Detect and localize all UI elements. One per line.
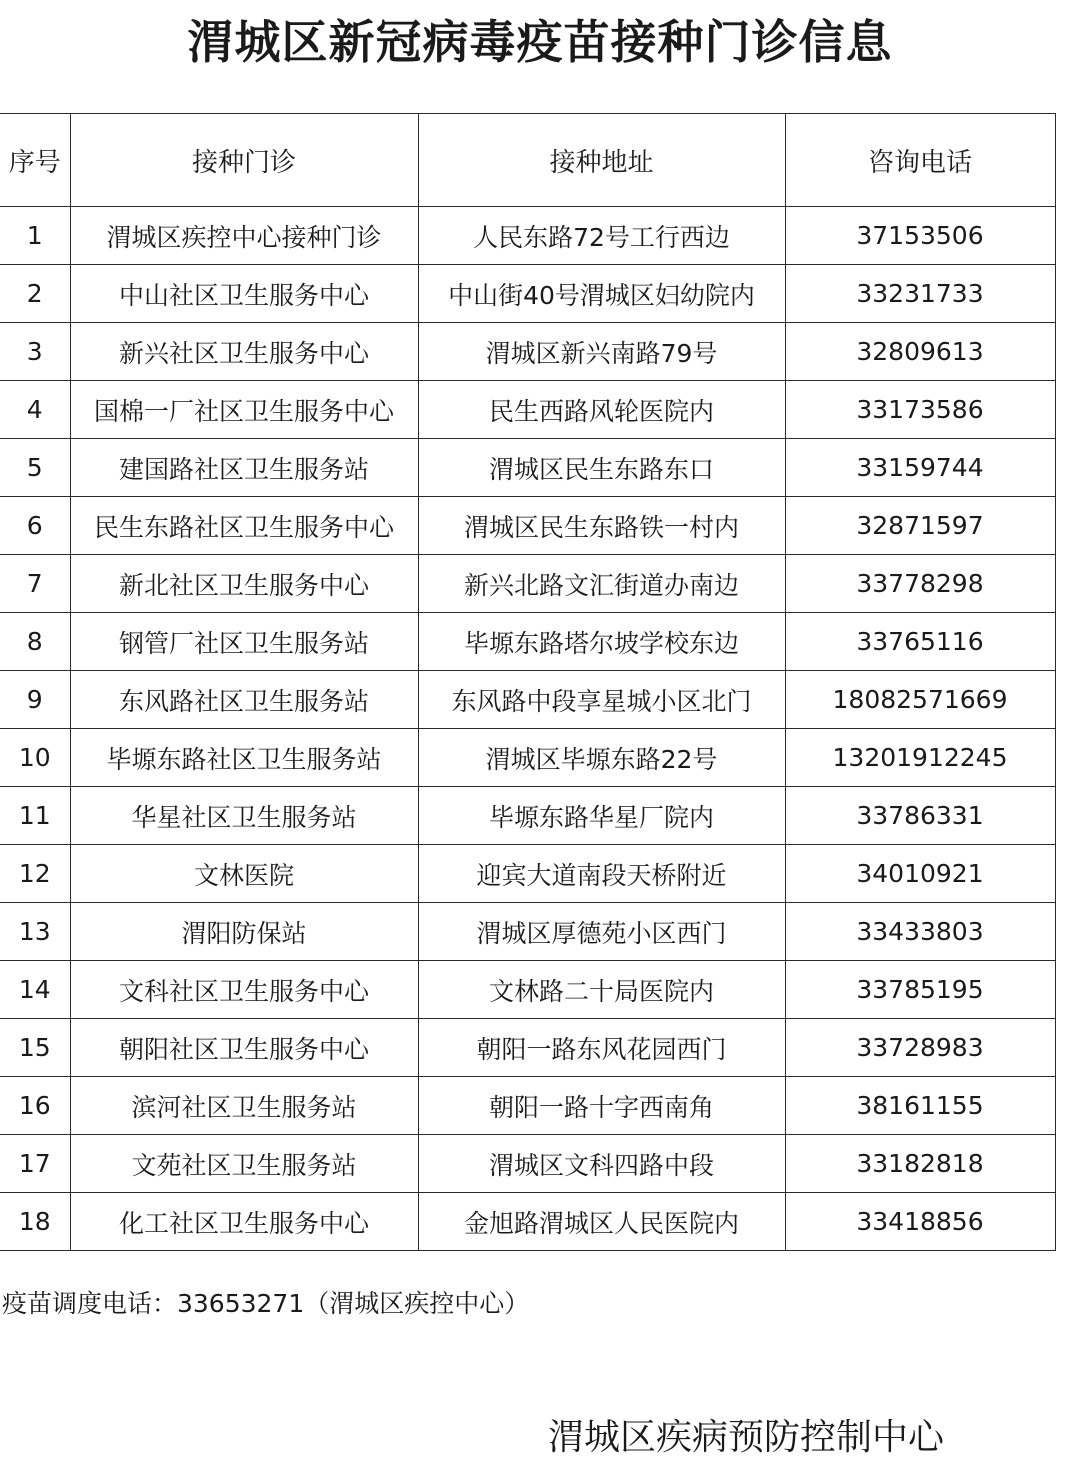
- table-row: [0, 439, 1055, 497]
- cell-phone: 32871597: [785, 497, 1055, 555]
- cell-clinic: 国棉一厂社区卫生服务中心: [70, 381, 418, 439]
- cell-no: 4: [0, 381, 70, 439]
- cell-address: 东风路中段享星城小区北门: [418, 671, 785, 729]
- table-row: [0, 381, 1055, 439]
- cell-clinic: 新北社区卫生服务中心: [70, 555, 418, 613]
- issuer-signature: 渭城区疾病预防控制中心: [548, 1417, 945, 1458]
- header-address: 接种地址: [418, 114, 785, 207]
- header-clinic: 接种门诊: [70, 114, 418, 207]
- cell-address: 渭城区民生东路铁一村内: [418, 497, 785, 555]
- cell-address: 毕塬东路塔尔坡学校东边: [418, 613, 785, 671]
- table-row: [0, 1019, 1055, 1077]
- cell-address: 渭城区厚德苑小区西门: [418, 903, 785, 961]
- table-row: [0, 1077, 1055, 1135]
- cell-phone: 37153506: [785, 207, 1055, 265]
- cell-no: 8: [0, 613, 70, 671]
- cell-phone: 38161155: [785, 1077, 1055, 1135]
- cell-clinic: 东风路社区卫生服务站: [70, 671, 418, 729]
- cell-phone: 34010921: [785, 845, 1055, 903]
- cell-no: 1: [0, 207, 70, 265]
- cell-address: 迎宾大道南段天桥附近: [418, 845, 785, 903]
- cell-phone: 32809613: [785, 323, 1055, 381]
- cell-clinic: 文林医院: [70, 845, 418, 903]
- cell-no: 12: [0, 845, 70, 903]
- cell-clinic: 文苑社区卫生服务站: [70, 1135, 418, 1193]
- cell-clinic: 毕塬东路社区卫生服务站: [70, 729, 418, 787]
- cell-no: 18: [0, 1193, 70, 1251]
- table-row: [0, 729, 1055, 787]
- cell-no: 16: [0, 1077, 70, 1135]
- cell-address: 渭城区文科四路中段: [418, 1135, 785, 1193]
- cell-no: 2: [0, 265, 70, 323]
- cell-clinic: 民生东路社区卫生服务中心: [70, 497, 418, 555]
- cell-clinic: 滨河社区卫生服务站: [70, 1077, 418, 1135]
- table-row: [0, 323, 1055, 381]
- cell-no: 17: [0, 1135, 70, 1193]
- cell-phone: 33786331: [785, 787, 1055, 845]
- cell-address: 新兴北路文汇街道办南边: [418, 555, 785, 613]
- table-header-row: [0, 114, 1055, 207]
- cell-clinic: 新兴社区卫生服务中心: [70, 323, 418, 381]
- cell-address: 金旭路渭城区人民医院内: [418, 1193, 785, 1251]
- cell-address: 文林路二十局医院内: [418, 961, 785, 1019]
- table-row: [0, 671, 1055, 729]
- header-no: 序号: [0, 114, 70, 207]
- cell-address: 渭城区毕塬东路22号: [418, 729, 785, 787]
- cell-phone: 33418856: [785, 1193, 1055, 1251]
- table-row: [0, 1135, 1055, 1193]
- cell-clinic: 文科社区卫生服务中心: [70, 961, 418, 1019]
- table-row: [0, 903, 1055, 961]
- header-phone: 咨询电话: [785, 114, 1055, 207]
- cell-clinic: 中山社区卫生服务中心: [70, 265, 418, 323]
- table-row: [0, 1193, 1055, 1251]
- table-row: [0, 497, 1055, 555]
- cell-address: 渭城区新兴南路79号: [418, 323, 785, 381]
- cell-clinic: 朝阳社区卫生服务中心: [70, 1019, 418, 1077]
- cell-clinic: 渭城区疾控中心接种门诊: [70, 207, 418, 265]
- cell-address: 朝阳一路十字西南角: [418, 1077, 785, 1135]
- table-row: [0, 787, 1055, 845]
- cell-phone: 33433803: [785, 903, 1055, 961]
- cell-no: 3: [0, 323, 70, 381]
- cell-address: 中山街40号渭城区妇幼院内: [418, 265, 785, 323]
- cell-phone: 33231733: [785, 265, 1055, 323]
- dispatch-phone-note: 疫苗调度电话：33653271（渭城区疾控中心）: [2, 1289, 530, 1318]
- cell-clinic: 建国路社区卫生服务站: [70, 439, 418, 497]
- cell-address: 渭城区民生东路东口: [418, 439, 785, 497]
- table-row: [0, 265, 1055, 323]
- cell-phone: 18082571669: [785, 671, 1055, 729]
- cell-no: 14: [0, 961, 70, 1019]
- cell-phone: 33785195: [785, 961, 1055, 1019]
- cell-no: 10: [0, 729, 70, 787]
- clinic-table: [0, 113, 1056, 1251]
- table-row: [0, 961, 1055, 1019]
- cell-phone: 13201912245: [785, 729, 1055, 787]
- cell-phone: 33173586: [785, 381, 1055, 439]
- cell-no: 13: [0, 903, 70, 961]
- table-row: [0, 613, 1055, 671]
- cell-address: 朝阳一路东风花园西门: [418, 1019, 785, 1077]
- table-row: [0, 207, 1055, 265]
- cell-clinic: 化工社区卫生服务中心: [70, 1193, 418, 1251]
- cell-phone: 33765116: [785, 613, 1055, 671]
- cell-address: 毕塬东路华星厂院内: [418, 787, 785, 845]
- cell-clinic: 华星社区卫生服务站: [70, 787, 418, 845]
- table-body: [0, 207, 1055, 1251]
- cell-no: 7: [0, 555, 70, 613]
- cell-address: 民生西路风轮医院内: [418, 381, 785, 439]
- cell-phone: 33728983: [785, 1019, 1055, 1077]
- cell-no: 15: [0, 1019, 70, 1077]
- cell-phone: 33159744: [785, 439, 1055, 497]
- cell-no: 11: [0, 787, 70, 845]
- cell-no: 5: [0, 439, 70, 497]
- table-row: [0, 845, 1055, 903]
- cell-address: 人民东路72号工行西边: [418, 207, 785, 265]
- cell-phone: 33778298: [785, 555, 1055, 613]
- cell-no: 6: [0, 497, 70, 555]
- table-row: [0, 555, 1055, 613]
- cell-no: 9: [0, 671, 70, 729]
- page-title: 渭城区新冠病毒疫苗接种门诊信息: [187, 15, 893, 69]
- cell-phone: 33182818: [785, 1135, 1055, 1193]
- cell-clinic: 渭阳防保站: [70, 903, 418, 961]
- cell-clinic: 钢管厂社区卫生服务站: [70, 613, 418, 671]
